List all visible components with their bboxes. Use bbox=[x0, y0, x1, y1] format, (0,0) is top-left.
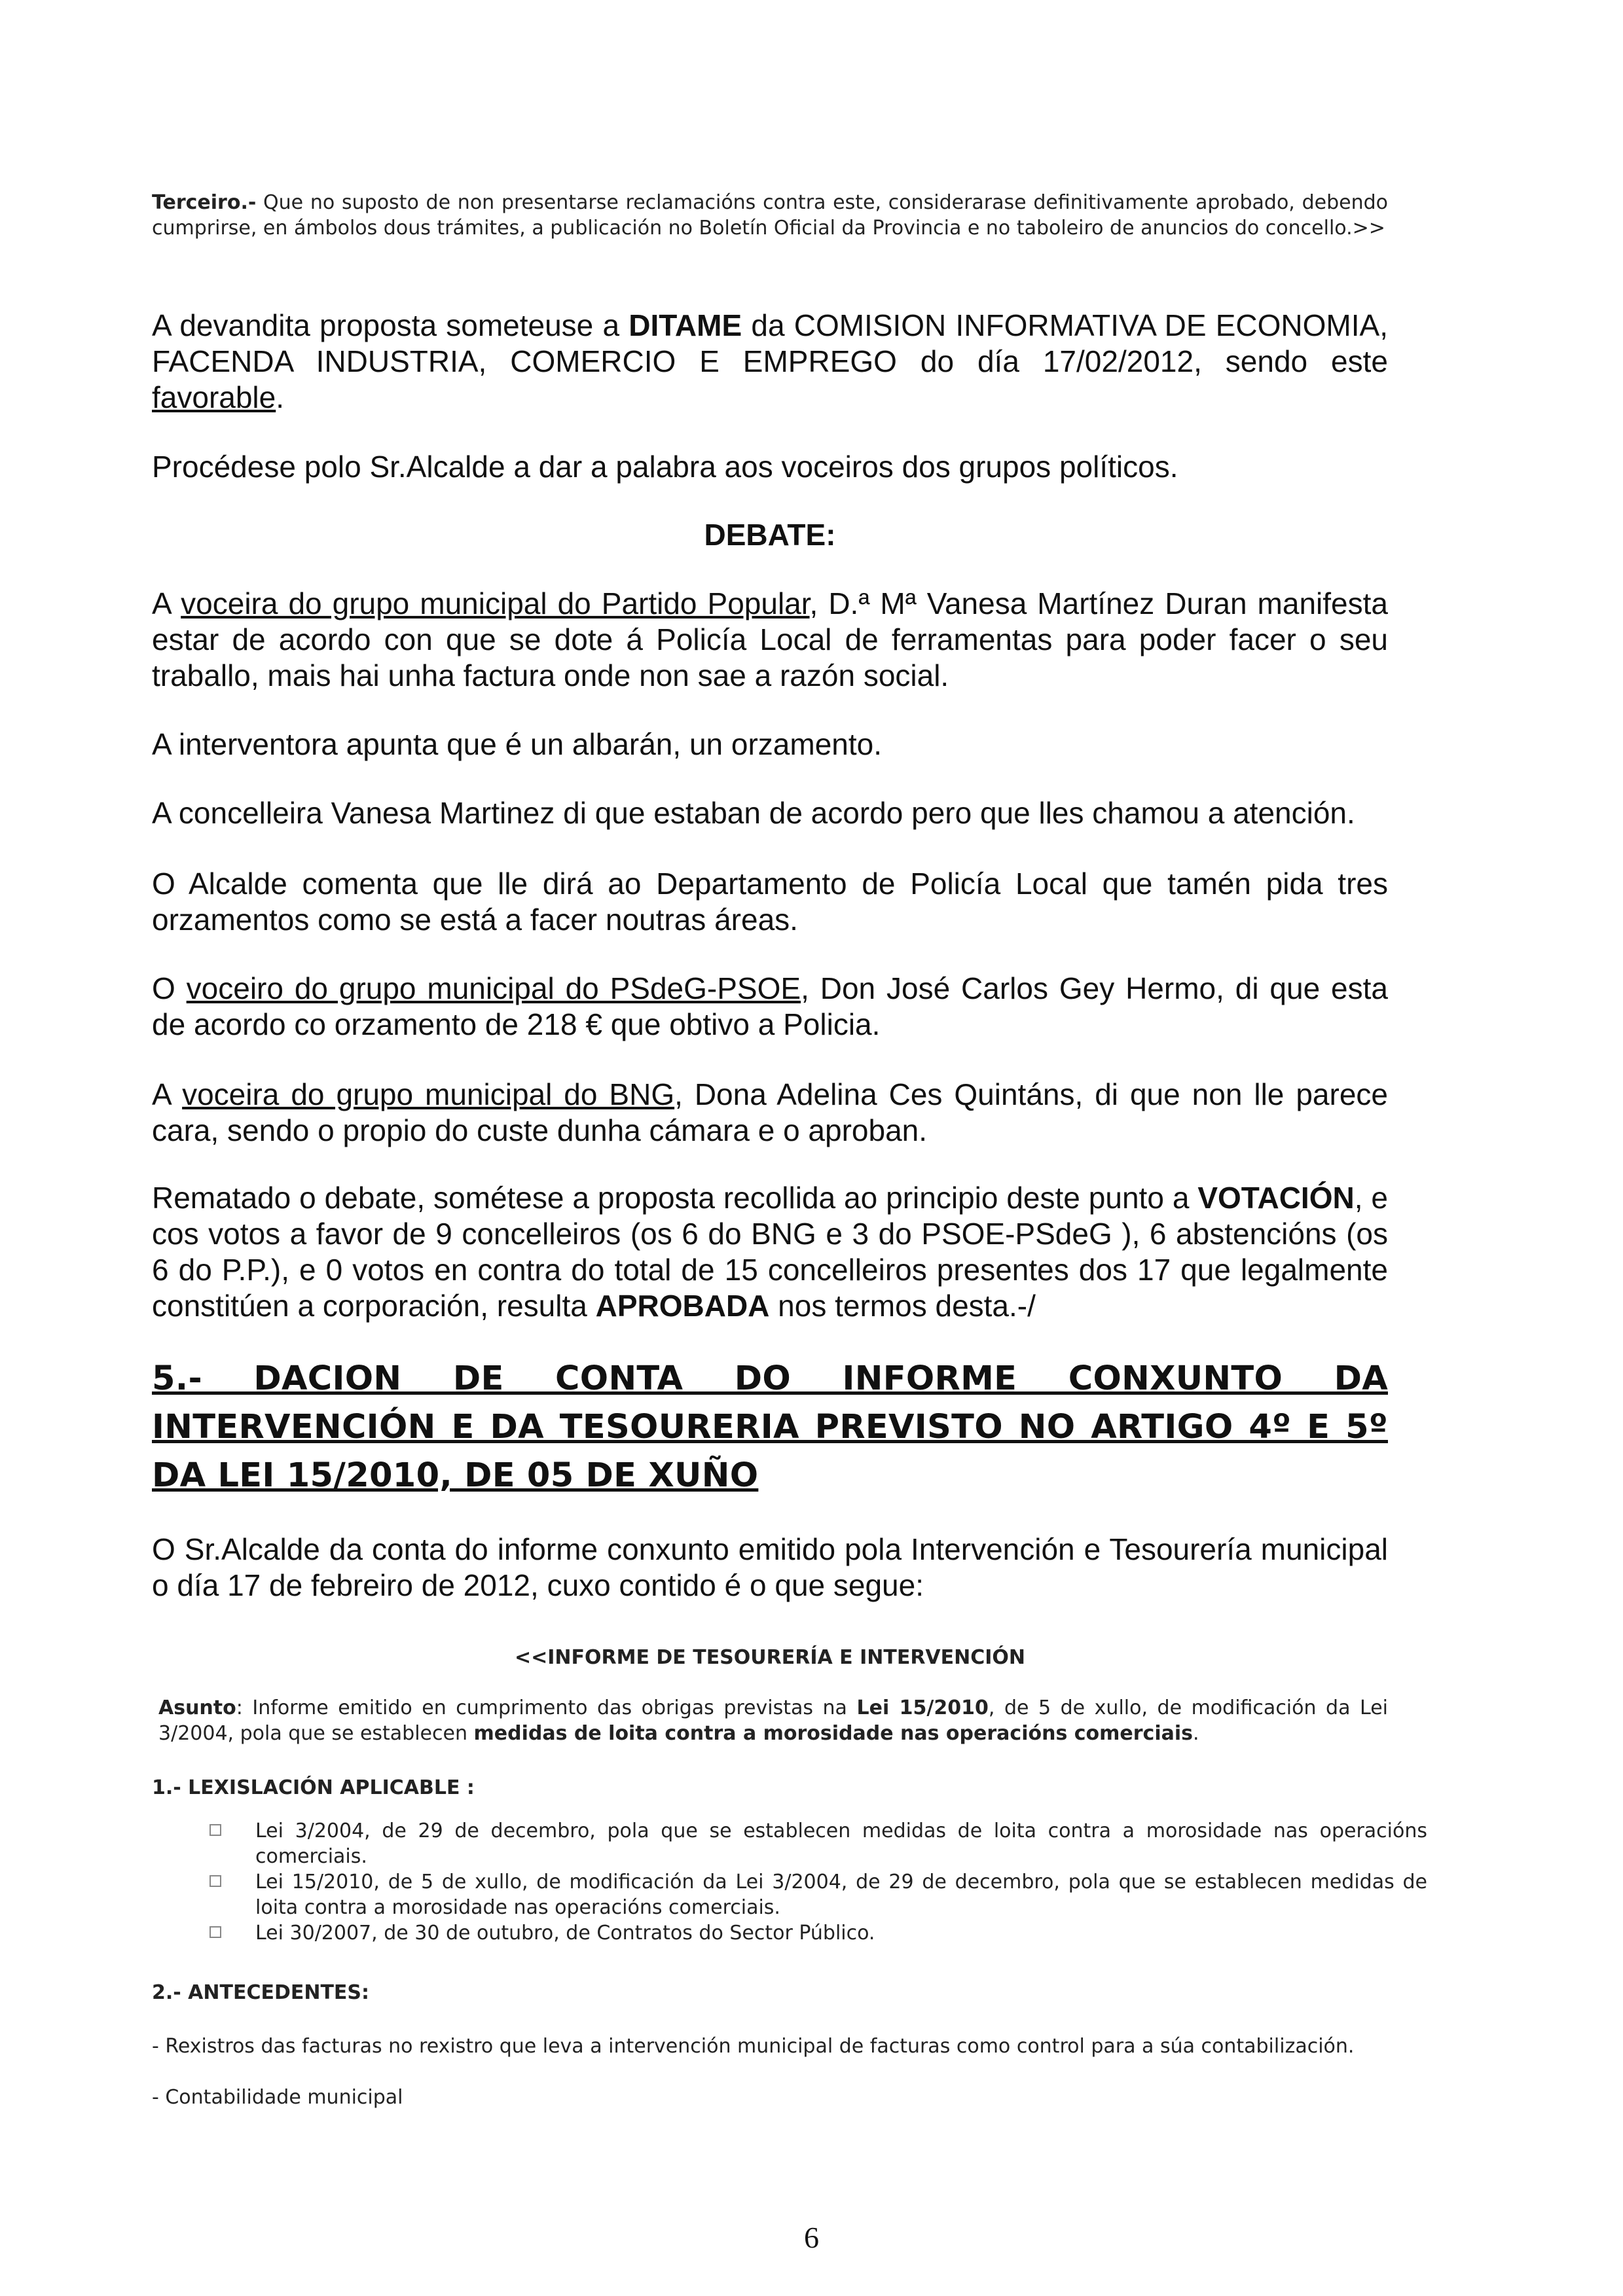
antecedentes-heading: 2.- ANTECEDENTES: bbox=[152, 1981, 370, 2004]
pp-pre: A bbox=[152, 586, 181, 620]
aprobada-bold: APROBADA bbox=[595, 1289, 770, 1323]
terceiro-label: Terceiro.- bbox=[152, 191, 257, 214]
checkbox-bullet-icon bbox=[210, 1875, 221, 1887]
ditame-paragraph bbox=[152, 308, 1388, 416]
asunto-pre: : Informe emitido en cumprimento das obrigas previstas na bbox=[236, 1696, 857, 1719]
checkbox-bullet-icon bbox=[210, 1926, 221, 1938]
asunto-medidas-bold: medidas de loita contra a morosidade nas operacións comerciais bbox=[473, 1722, 1193, 1745]
interventora-paragraph: A interventora apunta que é un albarán, un orzamento. bbox=[152, 727, 883, 761]
asunto-mid: , de 5 de xullo, de modificación da Lei 3/2004, pola que se establecen bbox=[158, 1696, 1388, 1745]
section5-heading: 5.- DACION DE CONTA DO INFORME CONXUNTO DA INTERVENCIÓN E DA TESOURERIA PREVISTO NO ARTIGO 4º E 5º DA LEI 15/2010, DE 05 DE XUÑO bbox=[152, 1359, 1388, 1495]
bng-text: , Dona Adelina Ces Quintáns, di que non lle parece cara, sendo o propio do custe dunha cámara e o aproban. bbox=[152, 1077, 1388, 1147]
votacion-pre: Rematado o debate, sométese a proposta recollida ao principio deste punto a bbox=[152, 1181, 1198, 1215]
asunto-end: . bbox=[1193, 1722, 1199, 1745]
ditame-bold: DITAME bbox=[629, 308, 742, 342]
lexislacion-list bbox=[152, 1818, 1427, 1946]
pp-text: , D.ª Mª Vanesa Martínez Duran manifesta estar de acordo con que se dote á Policía Local de ferramentas para poder facer o seu traballo, mais hai unha factura onde non sae a razón social. bbox=[152, 586, 1388, 692]
checkbox-bullet-icon bbox=[210, 1824, 221, 1836]
bng-pre: A bbox=[152, 1077, 183, 1111]
ditame-mid: da COMISION INFORMATIVA DE ECONOMIA, FACENDA INDUSTRIA, COMERCIO E EMPREGO do día 17/02/2012, sendo este bbox=[152, 308, 1388, 378]
ditame-favorable: favorable bbox=[152, 380, 276, 414]
terceiro-text: Que no suposto de non presentarse reclamacións contra este, considerarase definitivamente aprobado, debendo cumprirse, en ámbolos dous trámites, a publicación no Boletín Oficial da Provincia e no taboleiro de anuncios do concello.>> bbox=[152, 191, 1388, 240]
antecedentes-item: - Rexistros das facturas no rexistro que leva a intervención municipal de facturas como control para a súa contabilización. bbox=[152, 2035, 1355, 2058]
asunto-label: Asunto bbox=[158, 1696, 236, 1719]
procedese-paragraph: Procédese polo Sr.Alcalde a dar a palabra aos voceiros dos grupos políticos. bbox=[152, 450, 1178, 484]
votacion-paragraph bbox=[152, 1180, 1388, 1324]
antecedentes-item: - Contabilidade municipal bbox=[152, 2086, 403, 2109]
lexislacion-item-text: Lei 3/2004, de 29 de decembro, pola que se establecen medidas de loita contra a morosidade nas operacións comerciais. bbox=[255, 1820, 1427, 1868]
terceiro-paragraph bbox=[152, 190, 1388, 241]
lexislacion-heading: 1.- LEXISLACIÓN APLICABLE : bbox=[152, 1776, 475, 1799]
votacion-bold: VOTACIÓN bbox=[1197, 1181, 1355, 1215]
ditame-pre: A devandita proposta someteuse a bbox=[152, 308, 629, 342]
page-number: 6 bbox=[804, 2221, 819, 2254]
alcalde-paragraph: O Alcalde comenta que lle dirá ao Departamento de Policía Local que tamén pida tres orzamentos como se está a facer noutras áreas. bbox=[152, 867, 1388, 937]
lexislacion-item-text: Lei 15/2010, de 5 de xullo, de modificación da Lei 3/2004, de 29 de decembro, pola que se establecen medidas de loita contra a morosidade nas operacións comerciais. bbox=[255, 1871, 1427, 1919]
concelleira-paragraph: A concelleira Vanesa Martinez di que estaban de acordo pero que lles chamou a atención. bbox=[152, 796, 1355, 830]
ditame-end: . bbox=[276, 380, 285, 414]
lexislacion-item bbox=[152, 1818, 1427, 1869]
lexislacion-item-text: Lei 30/2007, de 30 de outubro, de Contratos do Sector Público. bbox=[255, 1922, 875, 1945]
psoe-paragraph bbox=[152, 971, 1388, 1043]
pp-speaker: voceira do grupo municipal do Partido Popular bbox=[181, 586, 810, 620]
informe-title: <<INFORME DE TESOURERÍA E INTERVENCIÓN bbox=[514, 1646, 1026, 1669]
psoe-text: , Don José Carlos Gey Hermo, di que esta de acordo co orzamento de 218 € que obtivo a Policia. bbox=[152, 971, 1388, 1041]
asunto-lei-bold: Lei 15/2010 bbox=[856, 1696, 989, 1719]
debate-heading: DEBATE: bbox=[704, 518, 836, 552]
lexislacion-item bbox=[152, 1869, 1427, 1920]
psoe-speaker: voceiro do grupo municipal do PSdeG-PSOE bbox=[186, 971, 801, 1005]
lexislacion-item bbox=[152, 1920, 1388, 1946]
votacion-end: nos termos desta.-/ bbox=[769, 1289, 1036, 1323]
alcalde-conta-paragraph: O Sr.Alcalde da conta do informe conxunto emitido pola Intervención e Tesourería municipal o día 17 de febreiro de 2012, cuxo contido é o que segue: bbox=[152, 1532, 1388, 1602]
psoe-pre: O bbox=[152, 971, 187, 1005]
bng-speaker: voceira do grupo municipal do BNG bbox=[182, 1077, 675, 1111]
bng-paragraph bbox=[152, 1077, 1388, 1149]
asunto-paragraph bbox=[152, 1695, 1388, 1746]
votacion-mid: , e cos votos a favor de 9 concelleiros (os 6 do BNG e 3 do PSOE-PSdeG ), 6 abstencións (os 6 do P.P.), e 0 votos en contra do total de 15 concelleiros presentes dos 17 que legalmente constitúen a corporación, resulta bbox=[152, 1181, 1388, 1323]
pp-paragraph bbox=[152, 586, 1388, 694]
